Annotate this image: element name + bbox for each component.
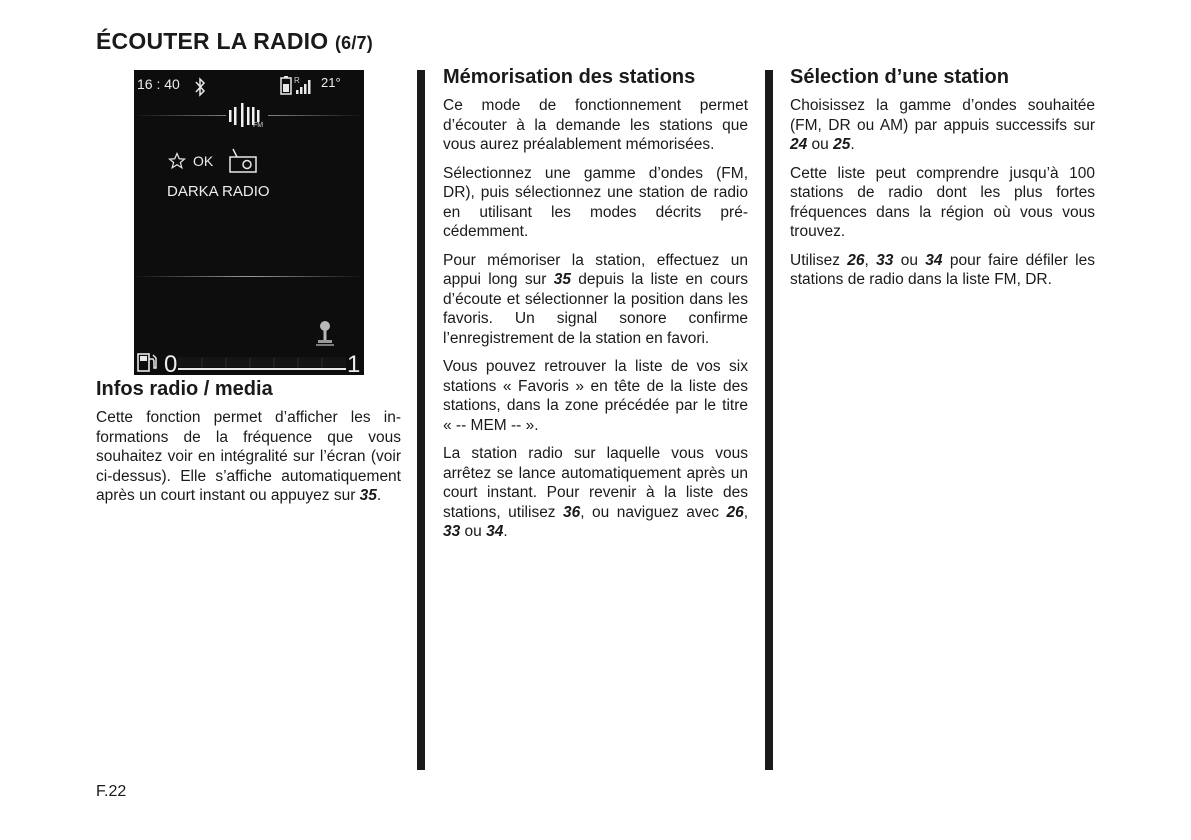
paragraph: Cette fonction permet d’afficher les informations de la fréquence que vous souhaitez voir en intégralité sur l’écran (voir ci-dessus). Elle s’affiche automatiquement après un court instant ou appuyez sur 35. [96, 409, 401, 504]
page-part: (6/7) [334, 33, 373, 53]
signal-bars-icon [294, 75, 314, 95]
display-divider-bottom [134, 276, 364, 277]
fuel-gauge-min: 0 [164, 351, 178, 375]
paragraph: Vous pouvez retrouver la liste de vos six stations « Favoris » en tête de la liste des stations, dans la zone précédée par le titre « -- MEM -- ». [443, 358, 748, 434]
section-memorisation-stations [443, 66, 748, 551]
paragraph: Sélectionnez une gamme d’ondes (FM, DR), puis sélectionnez une station de radio en utilisant les modes décrits précédemment. [443, 164, 748, 240]
paragraph: Ce mode de fonctionnement permet d’écouter à la demande les stations que vous aurez préalablement mémorisées. [443, 97, 748, 153]
page-title: ÉCOUTER LA RADIO (6/7) [96, 28, 373, 54]
section-infos-radio-media [96, 378, 401, 515]
paragraph: Cette liste peut comprendre jusqu’à 100 stations de radio dont les plus fortes fréquences dans la région où vous vous trouvez. [790, 164, 1095, 240]
fuel-gauge-max: 1 [347, 351, 361, 375]
radio-display-screen [134, 70, 364, 375]
paragraph: Utilisez 26, 33 ou 34 pour faire défiler les stations de radio dans la liste FM, DR. [790, 251, 1095, 288]
page-number: F.22 [96, 783, 127, 800]
fuel-gauge-bar [178, 354, 346, 374]
section-selection-station [790, 66, 1095, 299]
paragraph: La station radio sur laquelle vous vous arrêtez se lance automatiquement après un court instant. Pour revenir à la liste des stations, utilisez 36, ou naviguez avec 26, 33 ou 34. [443, 445, 749, 540]
display-band-tag: FM [253, 122, 264, 129]
battery-icon [280, 75, 292, 95]
radio-icon [227, 147, 259, 175]
gearshift-icon [315, 320, 335, 348]
paragraph: Pour mémoriser la station, effectuez un appui long sur 35 depuis la liste en cours d’écoute et sélectionner la position dans les favoris. Un signal sonore confirme l’enregistrement de la station en favori. [443, 251, 748, 347]
paragraph: Choisissez la gamme d’ondes souhaitée (FM, DR ou AM) par appuis successifs sur 24 ou 25. [790, 97, 1095, 153]
section-heading: Infos radio / media [96, 378, 273, 400]
fuel-pump-icon [136, 350, 160, 374]
bluetooth-icon [194, 76, 206, 98]
svg-text:R: R [294, 76, 300, 85]
display-temperature: 21° [321, 75, 341, 90]
display-clock: 16 : 40 [137, 76, 180, 92]
section-heading: Sélection d’une station [790, 66, 1009, 88]
star-icon [168, 152, 186, 170]
display-ok-label: OK [193, 153, 214, 169]
column-divider [765, 70, 773, 770]
section-heading: Mémorisation des stations [443, 66, 696, 88]
column-divider [417, 70, 425, 770]
display-station-name: DARKA RADIO [167, 183, 270, 200]
